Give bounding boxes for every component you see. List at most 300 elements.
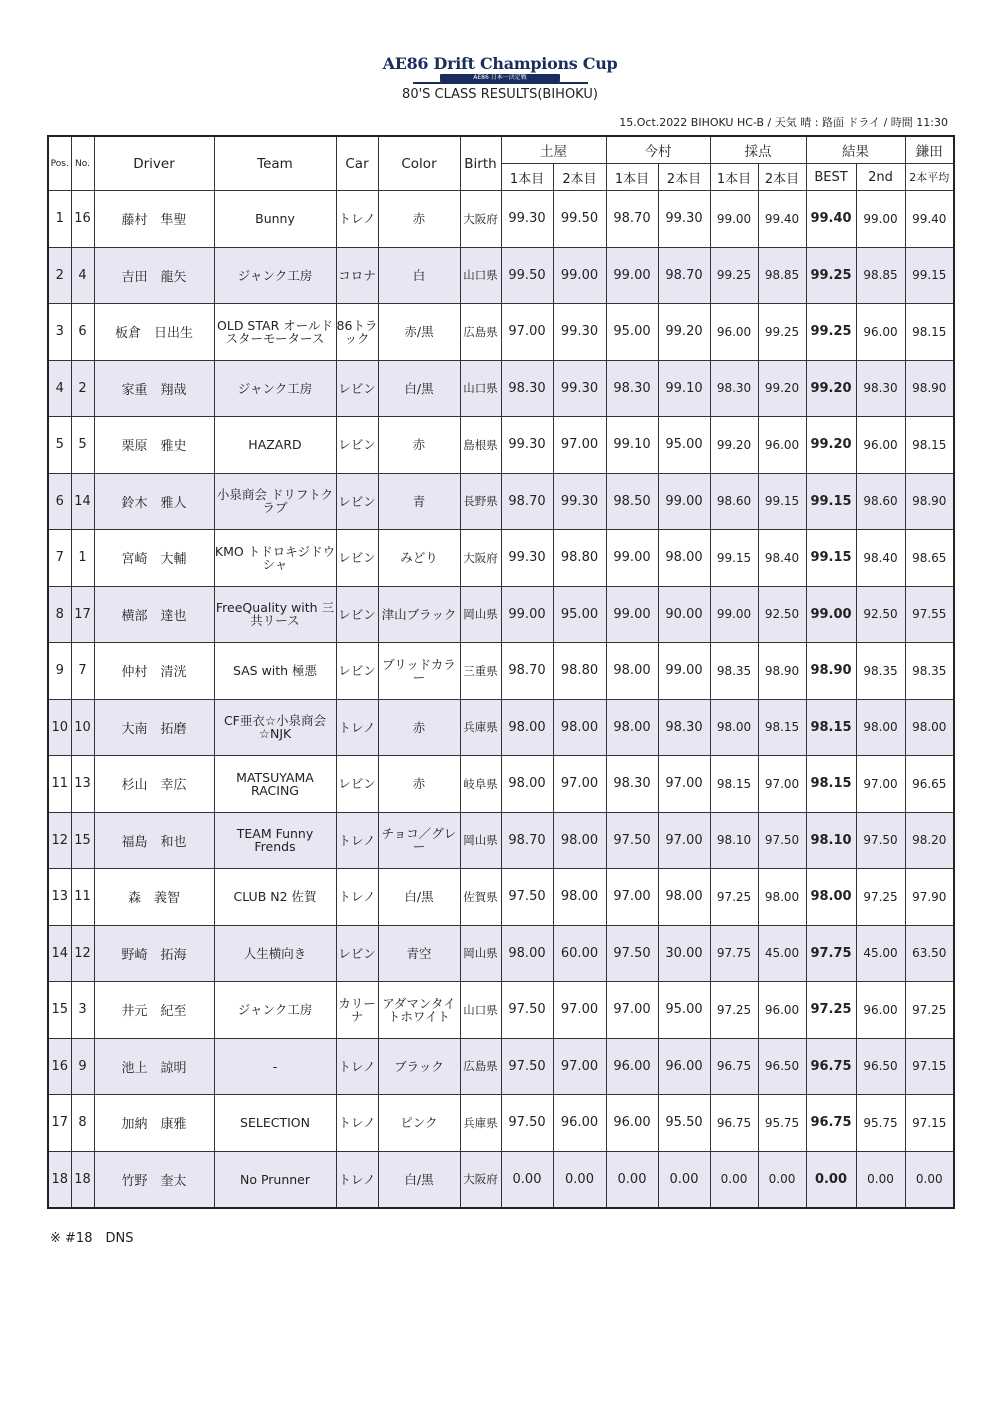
car-cell: カリーナ bbox=[336, 982, 378, 1039]
table-row bbox=[48, 360, 954, 417]
tsuchiya-run1-cell: 97.50 bbox=[501, 982, 553, 1039]
team-cell: OLD STAR オールドスターモータース bbox=[214, 304, 336, 361]
score-run2-cell: 92.50 bbox=[758, 586, 806, 643]
header-score: 採点 bbox=[710, 136, 806, 164]
score-run1-cell: 99.00 bbox=[710, 586, 758, 643]
driver-cell: 宮崎 大輔 bbox=[94, 530, 214, 587]
best-cell: 96.75 bbox=[806, 1095, 856, 1152]
pos-cell: 2 bbox=[48, 247, 71, 304]
header-no: No. bbox=[71, 136, 94, 191]
second-cell: 45.00 bbox=[856, 925, 905, 982]
header-result: 結果 bbox=[806, 136, 905, 164]
car-cell: レビン bbox=[336, 925, 378, 982]
best-cell: 99.20 bbox=[806, 417, 856, 474]
driver-cell: 家重 翔哉 bbox=[94, 360, 214, 417]
score-run2-cell: 99.20 bbox=[758, 360, 806, 417]
birth-cell: 兵庫県 bbox=[460, 1095, 501, 1152]
imamura-run2-cell: 99.00 bbox=[658, 473, 710, 530]
color-cell: 青 bbox=[378, 473, 460, 530]
second-cell: 98.85 bbox=[856, 247, 905, 304]
second-cell: 92.50 bbox=[856, 586, 905, 643]
score-run2-cell: 99.40 bbox=[758, 191, 806, 248]
no-cell: 17 bbox=[71, 586, 94, 643]
score-run1-cell: 99.00 bbox=[710, 191, 758, 248]
tsuchiya-run1-cell: 97.50 bbox=[501, 869, 553, 926]
no-cell: 4 bbox=[71, 247, 94, 304]
tsuchiya-run2-cell: 97.00 bbox=[553, 417, 606, 474]
imamura-run1-cell: 97.50 bbox=[606, 812, 658, 869]
birth-cell: 大阪府 bbox=[460, 1151, 501, 1208]
header-run2: 2本目 bbox=[553, 164, 606, 191]
best-cell: 98.15 bbox=[806, 756, 856, 813]
tsuchiya-run1-cell: 98.70 bbox=[501, 473, 553, 530]
driver-cell: 藤村 隼聖 bbox=[94, 191, 214, 248]
pos-cell: 14 bbox=[48, 925, 71, 982]
average-cell: 98.20 bbox=[905, 812, 954, 869]
imamura-run1-cell: 98.00 bbox=[606, 643, 658, 700]
color-cell: 赤/黒 bbox=[378, 304, 460, 361]
car-cell: トレノ bbox=[336, 812, 378, 869]
score-run2-cell: 95.75 bbox=[758, 1095, 806, 1152]
best-cell: 97.25 bbox=[806, 982, 856, 1039]
no-cell: 14 bbox=[71, 473, 94, 530]
car-cell: 86トラック bbox=[336, 304, 378, 361]
results-table bbox=[47, 135, 955, 1209]
average-cell: 97.25 bbox=[905, 982, 954, 1039]
color-cell: みどり bbox=[378, 530, 460, 587]
tsuchiya-run2-cell: 98.00 bbox=[553, 869, 606, 926]
imamura-run2-cell: 0.00 bbox=[658, 1151, 710, 1208]
table-row bbox=[48, 530, 954, 587]
birth-cell: 広島県 bbox=[460, 1038, 501, 1095]
score-run2-cell: 96.50 bbox=[758, 1038, 806, 1095]
tsuchiya-run2-cell: 96.00 bbox=[553, 1095, 606, 1152]
score-run1-cell: 99.15 bbox=[710, 530, 758, 587]
no-cell: 6 bbox=[71, 304, 94, 361]
driver-cell: 仲村 清洸 bbox=[94, 643, 214, 700]
table-row bbox=[48, 247, 954, 304]
average-cell: 0.00 bbox=[905, 1151, 954, 1208]
average-cell: 98.90 bbox=[905, 473, 954, 530]
driver-cell: 横部 達也 bbox=[94, 586, 214, 643]
tsuchiya-run1-cell: 0.00 bbox=[501, 1151, 553, 1208]
score-run1-cell: 99.25 bbox=[710, 247, 758, 304]
score-run2-cell: 98.40 bbox=[758, 530, 806, 587]
car-cell: トレノ bbox=[336, 1095, 378, 1152]
car-cell: レビン bbox=[336, 473, 378, 530]
average-cell: 97.55 bbox=[905, 586, 954, 643]
tsuchiya-run2-cell: 99.00 bbox=[553, 247, 606, 304]
team-cell: CLUB N2 佐賀 bbox=[214, 869, 336, 926]
team-cell: FreeQuality with 三共リース bbox=[214, 586, 336, 643]
imamura-run1-cell: 99.00 bbox=[606, 530, 658, 587]
driver-cell: 野崎 拓海 bbox=[94, 925, 214, 982]
table-row bbox=[48, 699, 954, 756]
team-cell: ジャンク工房 bbox=[214, 982, 336, 1039]
imamura-run1-cell: 98.30 bbox=[606, 756, 658, 813]
color-cell: 白/黒 bbox=[378, 360, 460, 417]
score-run2-cell: 96.00 bbox=[758, 982, 806, 1039]
average-cell: 97.15 bbox=[905, 1038, 954, 1095]
tsuchiya-run2-cell: 97.00 bbox=[553, 756, 606, 813]
average-cell: 98.90 bbox=[905, 360, 954, 417]
average-cell: 97.90 bbox=[905, 869, 954, 926]
pos-cell: 9 bbox=[48, 643, 71, 700]
best-cell: 99.00 bbox=[806, 586, 856, 643]
second-cell: 96.50 bbox=[856, 1038, 905, 1095]
car-cell: トレノ bbox=[336, 1038, 378, 1095]
second-cell: 98.35 bbox=[856, 643, 905, 700]
score-run2-cell: 97.50 bbox=[758, 812, 806, 869]
second-cell: 98.60 bbox=[856, 473, 905, 530]
imamura-run1-cell: 97.50 bbox=[606, 925, 658, 982]
score-run2-cell: 99.15 bbox=[758, 473, 806, 530]
imamura-run2-cell: 98.30 bbox=[658, 699, 710, 756]
tsuchiya-run1-cell: 97.00 bbox=[501, 304, 553, 361]
event-logo bbox=[0, 54, 1000, 84]
header-average: 2本平均 bbox=[905, 164, 954, 191]
pos-cell: 17 bbox=[48, 1095, 71, 1152]
driver-cell: 大南 拓磨 bbox=[94, 699, 214, 756]
color-cell: チョコ／グレー bbox=[378, 812, 460, 869]
average-cell: 99.15 bbox=[905, 247, 954, 304]
imamura-run1-cell: 99.00 bbox=[606, 586, 658, 643]
second-cell: 95.75 bbox=[856, 1095, 905, 1152]
color-cell: 赤 bbox=[378, 756, 460, 813]
imamura-run2-cell: 98.00 bbox=[658, 530, 710, 587]
imamura-run1-cell: 98.50 bbox=[606, 473, 658, 530]
tsuchiya-run1-cell: 99.50 bbox=[501, 247, 553, 304]
header-driver: Driver bbox=[94, 136, 214, 191]
score-run1-cell: 0.00 bbox=[710, 1151, 758, 1208]
imamura-run1-cell: 96.00 bbox=[606, 1038, 658, 1095]
pos-cell: 15 bbox=[48, 982, 71, 1039]
imamura-run2-cell: 99.20 bbox=[658, 304, 710, 361]
table-row bbox=[48, 756, 954, 813]
score-run1-cell: 98.15 bbox=[710, 756, 758, 813]
table-row bbox=[48, 869, 954, 926]
logo-subtitle: AE86 日本一決定戦 bbox=[440, 74, 560, 82]
best-cell: 99.40 bbox=[806, 191, 856, 248]
car-cell: レビン bbox=[336, 756, 378, 813]
header-run2: 2本目 bbox=[758, 164, 806, 191]
no-cell: 1 bbox=[71, 530, 94, 587]
average-cell: 96.65 bbox=[905, 756, 954, 813]
car-cell: レビン bbox=[336, 643, 378, 700]
birth-cell: 岡山県 bbox=[460, 812, 501, 869]
score-run1-cell: 98.30 bbox=[710, 360, 758, 417]
score-run1-cell: 97.25 bbox=[710, 982, 758, 1039]
team-cell: ジャンク工房 bbox=[214, 360, 336, 417]
imamura-run2-cell: 95.00 bbox=[658, 982, 710, 1039]
pos-cell: 6 bbox=[48, 473, 71, 530]
birth-cell: 岡山県 bbox=[460, 586, 501, 643]
tsuchiya-run1-cell: 99.30 bbox=[501, 191, 553, 248]
score-run2-cell: 98.85 bbox=[758, 247, 806, 304]
header-pos: Pos. bbox=[48, 136, 71, 191]
car-cell: コロナ bbox=[336, 247, 378, 304]
imamura-run1-cell: 99.10 bbox=[606, 417, 658, 474]
header-color: Color bbox=[378, 136, 460, 191]
tsuchiya-run1-cell: 98.00 bbox=[501, 699, 553, 756]
score-run1-cell: 99.20 bbox=[710, 417, 758, 474]
score-run1-cell: 96.75 bbox=[710, 1095, 758, 1152]
best-cell: 99.25 bbox=[806, 304, 856, 361]
score-run2-cell: 0.00 bbox=[758, 1151, 806, 1208]
birth-cell: 島根県 bbox=[460, 417, 501, 474]
imamura-run2-cell: 97.00 bbox=[658, 812, 710, 869]
table-row bbox=[48, 417, 954, 474]
birth-cell: 兵庫県 bbox=[460, 699, 501, 756]
no-cell: 16 bbox=[71, 191, 94, 248]
team-cell: TEAM Funny Frends bbox=[214, 812, 336, 869]
imamura-run2-cell: 99.10 bbox=[658, 360, 710, 417]
score-run1-cell: 97.25 bbox=[710, 869, 758, 926]
car-cell: トレノ bbox=[336, 191, 378, 248]
score-run1-cell: 96.00 bbox=[710, 304, 758, 361]
average-cell: 98.15 bbox=[905, 417, 954, 474]
color-cell: 赤 bbox=[378, 417, 460, 474]
pos-cell: 4 bbox=[48, 360, 71, 417]
second-cell: 97.00 bbox=[856, 756, 905, 813]
tsuchiya-run2-cell: 98.00 bbox=[553, 699, 606, 756]
table-row bbox=[48, 304, 954, 361]
color-cell: アダマンタイトホワイト bbox=[378, 982, 460, 1039]
best-cell: 99.25 bbox=[806, 247, 856, 304]
no-cell: 13 bbox=[71, 756, 94, 813]
header-kamata: 鎌田 bbox=[905, 136, 954, 164]
birth-cell: 山口県 bbox=[460, 360, 501, 417]
score-run1-cell: 96.75 bbox=[710, 1038, 758, 1095]
imamura-run2-cell: 95.50 bbox=[658, 1095, 710, 1152]
team-cell: KMO トドロキジドウシャ bbox=[214, 530, 336, 587]
header-second: 2nd bbox=[856, 164, 905, 191]
no-cell: 9 bbox=[71, 1038, 94, 1095]
team-cell: ジャンク工房 bbox=[214, 247, 336, 304]
driver-cell: 竹野 奎太 bbox=[94, 1151, 214, 1208]
imamura-run2-cell: 97.00 bbox=[658, 756, 710, 813]
tsuchiya-run2-cell: 97.00 bbox=[553, 982, 606, 1039]
no-cell: 18 bbox=[71, 1151, 94, 1208]
pos-cell: 8 bbox=[48, 586, 71, 643]
best-cell: 98.15 bbox=[806, 699, 856, 756]
imamura-run2-cell: 96.00 bbox=[658, 1038, 710, 1095]
tsuchiya-run2-cell: 0.00 bbox=[553, 1151, 606, 1208]
color-cell: 白/黒 bbox=[378, 1151, 460, 1208]
birth-cell: 三重県 bbox=[460, 643, 501, 700]
imamura-run1-cell: 98.70 bbox=[606, 191, 658, 248]
tsuchiya-run2-cell: 99.30 bbox=[553, 473, 606, 530]
header-judge-imamura: 今村 bbox=[606, 136, 710, 164]
table-row bbox=[48, 1151, 954, 1208]
color-cell: ブラック bbox=[378, 1038, 460, 1095]
score-run1-cell: 98.00 bbox=[710, 699, 758, 756]
imamura-run2-cell: 99.30 bbox=[658, 191, 710, 248]
team-cell: MATSUYAMA RACING bbox=[214, 756, 336, 813]
tsuchiya-run1-cell: 98.70 bbox=[501, 812, 553, 869]
second-cell: 98.00 bbox=[856, 699, 905, 756]
average-cell: 98.00 bbox=[905, 699, 954, 756]
header-run1: 1本目 bbox=[710, 164, 758, 191]
second-cell: 98.40 bbox=[856, 530, 905, 587]
imamura-run1-cell: 97.00 bbox=[606, 982, 658, 1039]
imamura-run1-cell: 97.00 bbox=[606, 869, 658, 926]
table-row bbox=[48, 191, 954, 248]
no-cell: 5 bbox=[71, 417, 94, 474]
driver-cell: 栗原 雅史 bbox=[94, 417, 214, 474]
header-judge-tsuchiya: 土屋 bbox=[501, 136, 606, 164]
logo-stripe bbox=[413, 82, 588, 84]
average-cell: 97.15 bbox=[905, 1095, 954, 1152]
score-run2-cell: 97.00 bbox=[758, 756, 806, 813]
imamura-run1-cell: 96.00 bbox=[606, 1095, 658, 1152]
pos-cell: 13 bbox=[48, 869, 71, 926]
average-cell: 63.50 bbox=[905, 925, 954, 982]
tsuchiya-run1-cell: 98.00 bbox=[501, 756, 553, 813]
birth-cell: 岡山県 bbox=[460, 925, 501, 982]
tsuchiya-run1-cell: 98.70 bbox=[501, 643, 553, 700]
average-cell: 98.35 bbox=[905, 643, 954, 700]
tsuchiya-run2-cell: 60.00 bbox=[553, 925, 606, 982]
no-cell: 11 bbox=[71, 869, 94, 926]
score-run2-cell: 45.00 bbox=[758, 925, 806, 982]
color-cell: 津山ブラック bbox=[378, 586, 460, 643]
birth-cell: 山口県 bbox=[460, 982, 501, 1039]
driver-cell: 吉田 龍矢 bbox=[94, 247, 214, 304]
tsuchiya-run2-cell: 99.30 bbox=[553, 360, 606, 417]
tsuchiya-run2-cell: 97.00 bbox=[553, 1038, 606, 1095]
second-cell: 96.00 bbox=[856, 982, 905, 1039]
second-cell: 96.00 bbox=[856, 304, 905, 361]
score-run1-cell: 97.75 bbox=[710, 925, 758, 982]
color-cell: 赤 bbox=[378, 191, 460, 248]
car-cell: トレノ bbox=[336, 1151, 378, 1208]
average-cell: 98.15 bbox=[905, 304, 954, 361]
score-run2-cell: 96.00 bbox=[758, 417, 806, 474]
tsuchiya-run1-cell: 97.50 bbox=[501, 1038, 553, 1095]
tsuchiya-run1-cell: 97.50 bbox=[501, 1095, 553, 1152]
score-run2-cell: 98.15 bbox=[758, 699, 806, 756]
best-cell: 97.75 bbox=[806, 925, 856, 982]
pos-cell: 5 bbox=[48, 417, 71, 474]
imamura-run1-cell: 0.00 bbox=[606, 1151, 658, 1208]
car-cell: レビン bbox=[336, 530, 378, 587]
color-cell: 赤 bbox=[378, 699, 460, 756]
no-cell: 15 bbox=[71, 812, 94, 869]
birth-cell: 大阪府 bbox=[460, 191, 501, 248]
birth-cell: 佐賀県 bbox=[460, 869, 501, 926]
score-run1-cell: 98.60 bbox=[710, 473, 758, 530]
best-cell: 99.15 bbox=[806, 473, 856, 530]
team-cell: SELECTION bbox=[214, 1095, 336, 1152]
best-cell: 98.10 bbox=[806, 812, 856, 869]
team-cell: CF亜衣☆小泉商会☆NJK bbox=[214, 699, 336, 756]
team-cell: 人生横向き bbox=[214, 925, 336, 982]
best-cell: 99.20 bbox=[806, 360, 856, 417]
team-cell: 小泉商会 ドリフトクラブ bbox=[214, 473, 336, 530]
tsuchiya-run1-cell: 99.30 bbox=[501, 530, 553, 587]
table-row bbox=[48, 1095, 954, 1152]
no-cell: 3 bbox=[71, 982, 94, 1039]
best-cell: 99.15 bbox=[806, 530, 856, 587]
score-run1-cell: 98.35 bbox=[710, 643, 758, 700]
header-best: BEST bbox=[806, 164, 856, 191]
car-cell: トレノ bbox=[336, 869, 378, 926]
imamura-run1-cell: 98.00 bbox=[606, 699, 658, 756]
best-cell: 0.00 bbox=[806, 1151, 856, 1208]
second-cell: 98.30 bbox=[856, 360, 905, 417]
no-cell: 8 bbox=[71, 1095, 94, 1152]
no-cell: 10 bbox=[71, 699, 94, 756]
pos-cell: 12 bbox=[48, 812, 71, 869]
driver-cell: 森 義智 bbox=[94, 869, 214, 926]
driver-cell: 福島 和也 bbox=[94, 812, 214, 869]
birth-cell: 長野県 bbox=[460, 473, 501, 530]
second-cell: 0.00 bbox=[856, 1151, 905, 1208]
car-cell: レビン bbox=[336, 417, 378, 474]
birth-cell: 山口県 bbox=[460, 247, 501, 304]
second-cell: 99.00 bbox=[856, 191, 905, 248]
team-cell: SAS with 極悪 bbox=[214, 643, 336, 700]
score-run1-cell: 98.10 bbox=[710, 812, 758, 869]
color-cell: 青空 bbox=[378, 925, 460, 982]
tsuchiya-run1-cell: 99.30 bbox=[501, 417, 553, 474]
driver-cell: 井元 紀至 bbox=[94, 982, 214, 1039]
pos-cell: 7 bbox=[48, 530, 71, 587]
driver-cell: 鈴木 雅人 bbox=[94, 473, 214, 530]
birth-cell: 大阪府 bbox=[460, 530, 501, 587]
score-run2-cell: 98.90 bbox=[758, 643, 806, 700]
color-cell: 白/黒 bbox=[378, 869, 460, 926]
team-cell: Bunny bbox=[214, 191, 336, 248]
pos-cell: 10 bbox=[48, 699, 71, 756]
table-row bbox=[48, 1038, 954, 1095]
team-cell: No Prunner bbox=[214, 1151, 336, 1208]
average-cell: 98.65 bbox=[905, 530, 954, 587]
imamura-run2-cell: 98.00 bbox=[658, 869, 710, 926]
pos-cell: 1 bbox=[48, 191, 71, 248]
best-cell: 98.90 bbox=[806, 643, 856, 700]
header-run1: 1本目 bbox=[501, 164, 553, 191]
imamura-run1-cell: 99.00 bbox=[606, 247, 658, 304]
header-car: Car bbox=[336, 136, 378, 191]
second-cell: 96.00 bbox=[856, 417, 905, 474]
car-cell: トレノ bbox=[336, 699, 378, 756]
tsuchiya-run1-cell: 98.30 bbox=[501, 360, 553, 417]
driver-cell: 板倉 日出生 bbox=[94, 304, 214, 361]
team-cell: HAZARD bbox=[214, 417, 336, 474]
pos-cell: 11 bbox=[48, 756, 71, 813]
table-row bbox=[48, 586, 954, 643]
imamura-run2-cell: 99.00 bbox=[658, 643, 710, 700]
driver-cell: 池上 諒明 bbox=[94, 1038, 214, 1095]
second-cell: 97.50 bbox=[856, 812, 905, 869]
results-body bbox=[48, 191, 954, 1208]
score-run2-cell: 99.25 bbox=[758, 304, 806, 361]
header-run1: 1本目 bbox=[606, 164, 658, 191]
team-cell: - bbox=[214, 1038, 336, 1095]
driver-cell: 杉山 幸広 bbox=[94, 756, 214, 813]
birth-cell: 広島県 bbox=[460, 304, 501, 361]
best-cell: 98.00 bbox=[806, 869, 856, 926]
footnote: ※ #18 DNS bbox=[50, 1231, 134, 1246]
color-cell: ブリッドカラー bbox=[378, 643, 460, 700]
tsuchiya-run2-cell: 98.80 bbox=[553, 643, 606, 700]
birth-cell: 岐阜県 bbox=[460, 756, 501, 813]
tsuchiya-run1-cell: 99.00 bbox=[501, 586, 553, 643]
second-cell: 97.25 bbox=[856, 869, 905, 926]
tsuchiya-run2-cell: 98.80 bbox=[553, 530, 606, 587]
